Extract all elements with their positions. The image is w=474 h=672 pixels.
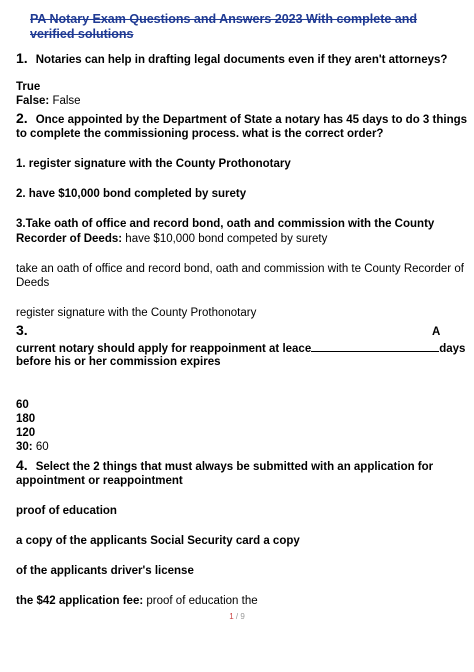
- document-title: PA Notary Exam Questions and Answers 2023 With complete and verified solutions: [30, 12, 418, 41]
- q4-option-4-label: the $42 application fee:: [16, 595, 144, 607]
- question-3-text-line1: current notary should apply for reappoinment at leace days: [16, 343, 466, 355]
- question-3-right-a: A: [432, 326, 441, 338]
- q2-item-1: 1. register signature with the County Prothonotary: [16, 158, 291, 170]
- page-number: [0, 612, 474, 621]
- q2-answer-2-line1: take an oath of office and record bond, oath and commission with te County Recorder of: [16, 263, 464, 275]
- question-3-number: 3.: [16, 322, 28, 338]
- answer-blank: [311, 341, 439, 352]
- q2-item-3-label: Recorder of Deeds:: [16, 233, 123, 245]
- question-2-text-line1: Once appointed by the Department of State a notary has 45 days to do 3 things: [35, 114, 468, 126]
- question-3-text-line2: before his or her commission expires: [16, 356, 221, 368]
- q2-item-2: 2. have $10,000 bond completed by surety: [16, 188, 247, 200]
- q1-option-false: [16, 94, 81, 108]
- question-1: [16, 51, 447, 67]
- q4-option-4: [16, 594, 258, 608]
- q3-option-3: 120: [16, 427, 36, 439]
- q1-false-label: False:: [16, 95, 50, 107]
- q4-option-3: of the applicants driver's license: [16, 565, 194, 577]
- question-4-text-line2: appointment or reappointment: [16, 475, 183, 487]
- question-1-text: Notaries can help in drafting legal documents even if they aren't attorneys?: [35, 54, 448, 66]
- q2-item-3-line2: [16, 232, 327, 246]
- q4-option-4-answer: proof of education the: [146, 595, 258, 607]
- q4-option-2: a copy of the applicants Social Security card a copy: [16, 535, 300, 547]
- q2-answer-2-line2: Deeds: [16, 277, 50, 289]
- q2-item-3-line1: 3.Take oath of office and record bond, oath and commission with the County: [16, 218, 435, 230]
- q1-option-true: True: [16, 81, 41, 93]
- q3-option-4-label: 30:: [16, 441, 33, 453]
- q3-option-4: [16, 440, 49, 454]
- question-4-text-line1: Select the 2 things that must always be submitted with an application for: [35, 461, 434, 473]
- question-2-text-line2: to complete the commissioning process. what is the correct order?: [16, 128, 384, 140]
- question-2: [16, 111, 467, 127]
- question-4: [16, 458, 433, 474]
- q3-option-1: 60: [16, 399, 29, 411]
- question-4-number: 4.: [16, 457, 28, 473]
- question-1-number: 1.: [16, 50, 28, 66]
- q1-false-answer: False: [52, 95, 81, 107]
- q2-item-3-answer: have $10,000 bond competed by surety: [125, 233, 328, 245]
- q2-answer-3: register signature with the County Prothonotary: [16, 307, 257, 319]
- page-current: 1: [229, 612, 234, 621]
- page-total: / 9: [235, 612, 245, 621]
- q3-option-4-answer: 60: [35, 441, 49, 453]
- question-2-number: 2.: [16, 110, 28, 126]
- q3-option-2: 180: [16, 413, 36, 425]
- q4-option-1: proof of education: [16, 505, 117, 517]
